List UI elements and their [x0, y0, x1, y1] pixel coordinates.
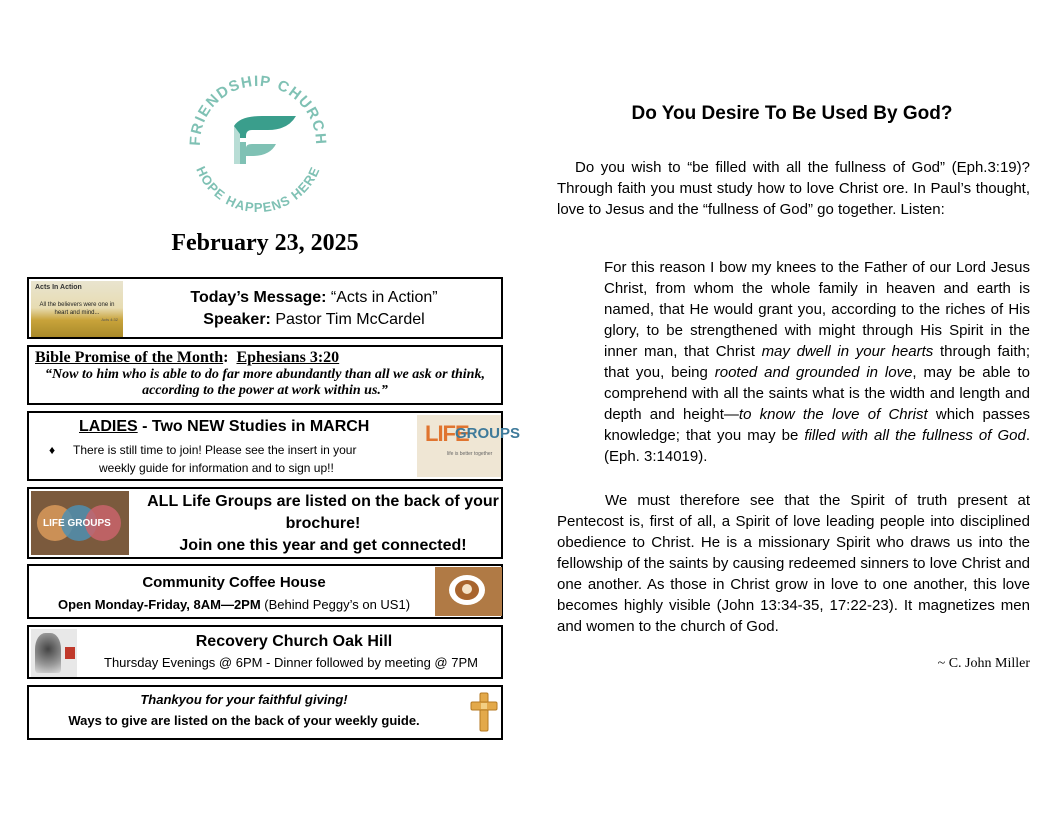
coffee-title: Community Coffee House	[142, 574, 326, 591]
ladies-studies-box	[27, 411, 521, 481]
recovery-church-image	[31, 629, 77, 677]
quote-segment: . (Eph. 3:14019).	[604, 427, 1030, 465]
bulletin-date: February 23, 2025	[171, 230, 359, 256]
quote-segment: For this reason I bow my knees to the Father of our Lord Jesus Christ, from whom the whole family in heaven and earth is named, that He would grant you, according to the riches of His glory, to be strengthened with might through His Spirit in the inner man, that Christ	[604, 259, 1030, 360]
ladies-bullet: ♦ There is still time to join! Please see the insert in your weekly guide for information and to sign up!!	[49, 443, 357, 475]
quote-segment: through faith; that you, being	[604, 343, 1031, 381]
recovery-church-box	[27, 625, 503, 679]
life-groups-image: LIFE GROUPS life is better together	[417, 415, 501, 477]
logo-top-text: FRIENDSHIP CHURCH	[186, 72, 330, 147]
recovery-title: Recovery Church Oak Hill	[195, 633, 393, 650]
cross-icon	[470, 692, 498, 732]
promise-label: Bible Promise of the Month	[35, 349, 224, 366]
quote-segment: which passes knowledge; that you may be	[604, 406, 1030, 444]
ladies-label: LADIES	[79, 418, 138, 435]
article-paragraph-3: We must therefore see that the Spirit of truth present at Pentecost is, first of all, a Spirit of love leading people into disciplined obedience to Christ. He is a missionary Spirit who draws us into the fellowship of the saints by causing redeemed sinners to love Christ and one another. As those in Christ grow in love to one another, this love becomes highly visible (John 13:34-35, 17:22-23). It magnetizes men and women to the church of God.	[557, 492, 1030, 635]
article-signature: ~ C. John Miller	[937, 656, 1030, 671]
ladies-title: - Two NEW Studies in MARCH	[137, 418, 370, 435]
coffee-hours: Open Monday-Friday, 8AM—2PM (Behind Peggy’s on US1)	[57, 597, 411, 612]
quote-segment: , may be able to comprehend with all the saints what is the width and length and depth and height—	[604, 364, 1031, 423]
speaker-name: Pastor Tim McCardel	[275, 311, 425, 328]
todays-message-box	[27, 277, 503, 339]
message-title: “Acts in Action”	[330, 289, 438, 306]
bible-promise-box: Bible Promise of the Month: Ephesians 3:20 “Now to him who is able to do far more abundantly than all we ask or think, according to the power at work within us.”	[27, 345, 503, 405]
article-title: Do You Desire To Be Used By God?	[631, 103, 953, 124]
giving-box	[27, 685, 503, 740]
logo-bottom-text: HOPE HAPPENS HERE	[193, 164, 323, 216]
promise-reference: Ephesians 3:20	[236, 349, 340, 366]
quote-segment: rooted and grounded in love	[714, 364, 913, 381]
promise-verse: “Now to him who is able to do far more abundantly than all we ask or think, according to the power at work within us.”	[45, 367, 485, 398]
life-groups-text: ALL Life Groups are listed on the back of your brochure! Join one this year and get connected!	[147, 493, 499, 554]
quote-segment: may dwell in your hearts	[761, 343, 934, 360]
giving-thanks: Thankyou for your faithful giving!	[140, 692, 348, 707]
message-text	[169, 287, 459, 331]
article-paragraph-1: Do you wish to “be filled with all the fullness of God” (Eph.3:19)? Through faith you must study how to love Christ ore. In Paul’s thought, love to Jesus and the “fullness of God” go together. Listen:	[557, 159, 1030, 218]
coffee-cup-image	[435, 567, 502, 616]
diamond-bullet-icon: ♦	[49, 443, 56, 457]
acts-in-action-image: Acts In Action All the believers were one in heart and mind... Acts 4:32	[31, 281, 123, 337]
coffee-house-box	[27, 564, 503, 619]
life-groups-circles-image: LIFE GROUPS	[31, 491, 129, 555]
life-groups-box	[27, 487, 503, 559]
article-quote	[604, 257, 1030, 467]
recovery-details: Thursday Evenings @ 6PM - Dinner followed by meeting @ 7PM	[104, 655, 478, 670]
svg-text:HOPE HAPPENS HERE	[193, 164, 323, 215]
church-logo	[178, 64, 338, 224]
message-label: Today’s Message:	[190, 289, 327, 306]
quote-segment: filled with all the fullness of God	[804, 427, 1026, 444]
quote-segment: to know the love of Christ	[738, 406, 928, 423]
speaker-label: Speaker:	[203, 311, 271, 328]
giving-ways: Ways to give are listed on the back of your weekly guide.	[68, 713, 420, 728]
svg-text:FRIENDSHIP CHURCH	[187, 73, 329, 146]
